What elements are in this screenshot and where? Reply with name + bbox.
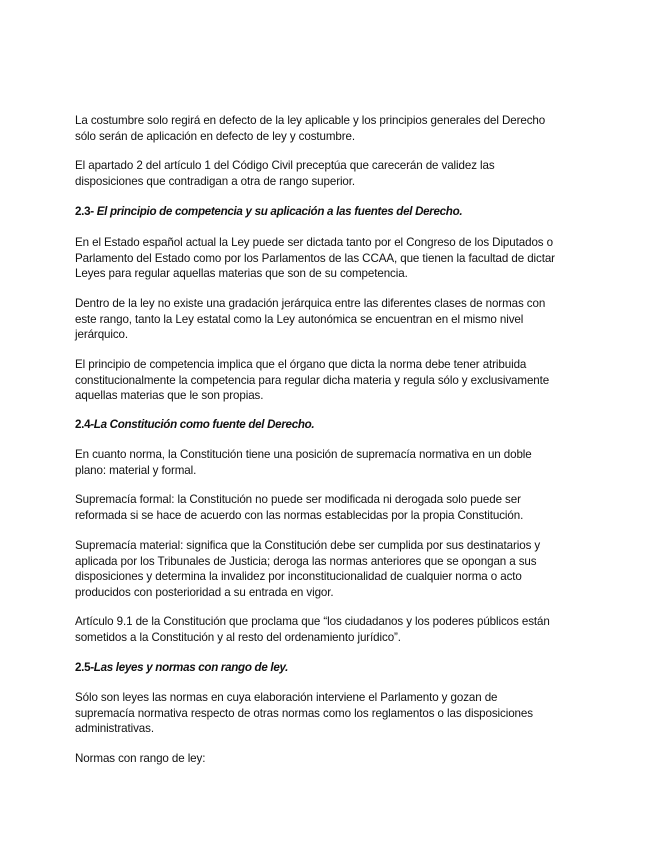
paragraph-supremacia (75, 447, 575, 478)
section-number: 2.5- (75, 661, 94, 674)
text-line: constitucionalmente la competencia para regular dicha materia y regula sólo y exclusivamente (75, 373, 550, 387)
text-line: este rango, tanto la Ley estatal como la Ley autonómica se encuentran en el mismo nivel (75, 312, 524, 326)
paragraph-supremacia-material (75, 538, 575, 600)
section-title: Las leyes y normas con rango de ley. (93, 661, 289, 674)
text-line: plano: material y formal. (75, 463, 197, 477)
paragraph-estado-espanol (75, 235, 575, 282)
text-line: Dentro de la ley no existe una gradación jerárquica entre las diferentes clases de normas con (75, 297, 546, 310)
section-number: 2.3- (75, 205, 94, 218)
section-heading-2-5 (75, 660, 575, 676)
paragraph-gradacion (75, 296, 575, 343)
text-line: supremacía normativa respecto de otras normas como los reglamentos o las disposiciones (75, 706, 533, 720)
section-heading-2-4 (75, 417, 575, 433)
text-line: disposiciones que contradigan a otra de rango superior. (75, 174, 356, 188)
paragraph-normas-rango-ley (75, 751, 575, 767)
section-title: El principio de competencia y su aplicación a las fuentes del Derecho. (93, 205, 463, 218)
text-line: En el Estado español actual la Ley puede ser dictada tanto por el Congreso de los Diputados o (75, 236, 553, 249)
text-line: sometidos a la Constitución y al resto del ordenamiento jurídico”. (75, 630, 401, 644)
text-line: Supremacía material: significa que la Constitución debe ser cumplida por sus destinatarios y (75, 539, 541, 552)
text-line: disposiciones y determina la invalidez por inconstitucionalidad de cualquier norma o acto (75, 570, 522, 583)
paragraph-supremacia-formal (75, 492, 575, 523)
text-line: sólo serán de aplicación en defecto de ley y costumbre. (75, 129, 356, 143)
paragraph-principio-competencia (75, 357, 575, 404)
paragraph-codigo-civil (75, 158, 575, 189)
paragraph-solo-son-leyes (75, 690, 575, 737)
text-line: jerárquico. (75, 328, 129, 341)
text-line: Leyes para regular aquellas materias que son de su competencia. (75, 267, 408, 280)
text-line: producidos con posterioridad a su entrada en vigor. (75, 585, 334, 599)
text-line: Artículo 9.1 de la Constitución que proclama que “los ciudadanos y los poderes públicos están (75, 615, 550, 628)
text-line: En cuanto norma, la Constitución tiene una posición de supremacía normativa en un doble (75, 448, 532, 461)
text-line: El apartado 2 del artículo 1 del Código Civil preceptúa que carecerán de validez las (75, 159, 495, 172)
text-line: Supremacía formal: la Constitución no puede ser modificada ni derogada solo puede ser (75, 493, 521, 506)
text-line: Parlamento del Estado como por los Parlamentos de las CCAA, que tienen la facultad de dictar (75, 251, 555, 265)
paragraph-costumbre (75, 113, 575, 144)
section-heading-2-3 (75, 204, 575, 220)
text-line: La costumbre solo regirá en defecto de la ley aplicable y los principios generales del Derecho (75, 114, 546, 127)
text-line: reformada si se hace de acuerdo con las normas establecidas por la propia Constitución. (75, 508, 524, 522)
text-line: Normas con rango de ley: (75, 752, 206, 765)
text-line: administrativas. (75, 722, 154, 735)
text-line: aplicada por los Tribunales de Justicia; deroga las normas anteriores que se opongan a sus (75, 554, 537, 568)
paragraph-articulo-9-1 (75, 614, 575, 645)
text-line: Sólo son leyes las normas en cuya elaboración interviene el Parlamento y gozan de (75, 691, 498, 704)
text-line: aquellas materias que le son propias. (75, 389, 264, 402)
section-title: La Constitución como fuente del Derecho. (93, 418, 315, 431)
section-number: 2.4- (75, 418, 94, 431)
text-line: El principio de competencia implica que el órgano que dicta la norma debe tener atribuida (75, 358, 527, 371)
